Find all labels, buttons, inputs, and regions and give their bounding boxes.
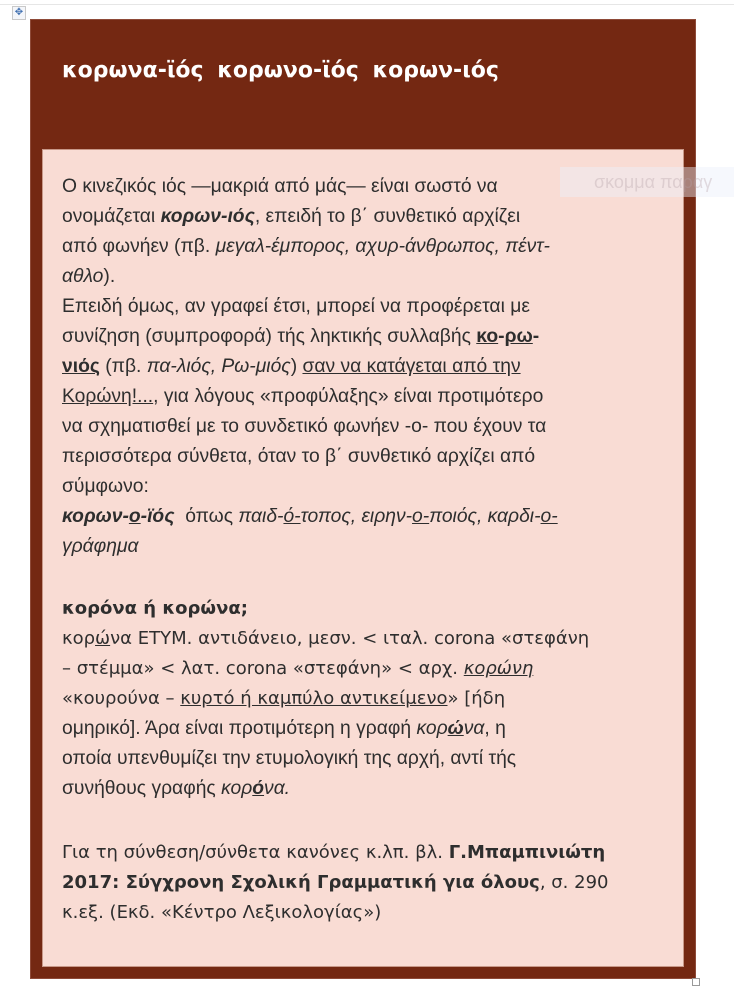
author-name: Γ.Μπαμπινιώτη [448, 842, 606, 863]
paragraph-line [62, 172, 672, 202]
example-words: ποιός, καρδι- [429, 506, 541, 527]
example-words: μεγαλ-έμπορος, αχυρ-άνθρωπος, πέντ- [215, 236, 550, 257]
text-span: - [498, 326, 505, 347]
paragraph-line [62, 382, 672, 412]
text-span: από φωνήεν (πβ. [62, 236, 216, 257]
text-span: περισσότερα σύνθετα, όταν το β΄ συνθετικό αρχίζει από [62, 446, 536, 467]
paragraph-line [62, 352, 672, 382]
text-span: , για λόγους «προφύλαξης» είναι προτιμότερο [153, 386, 544, 407]
paragraph-line [62, 714, 672, 744]
accent-letter: ώ [447, 718, 464, 739]
paragraph-line [62, 654, 672, 684]
book-title: 2017: Σύγχρονη Σχολική Γραμματική για όλους [62, 872, 540, 893]
paragraph-line [62, 744, 672, 774]
paragraph-line [62, 202, 672, 232]
text-span: να σχηματισθεί με το συνδετικό φωνήεν -ο- που έχουν τα [62, 416, 547, 437]
syllable: κο [476, 326, 499, 347]
paragraph-line [62, 232, 672, 262]
text-span: κορ [416, 718, 448, 739]
example-words: πα-λιός, Ρω-μιός [146, 356, 291, 377]
page-top-border [0, 4, 734, 5]
paragraph-line [62, 322, 672, 352]
text-span: ομηρικό]. Άρα είναι προτιμότερη η γραφή [62, 718, 417, 739]
text-span: κορ [62, 628, 96, 649]
text-span: - [532, 326, 540, 347]
text-span: , επειδή το β΄ συνθετικό αρχίζει [254, 206, 521, 227]
text-span: «κουρούνα – [62, 688, 181, 709]
underlined-phrase: σαν να κατάγεται από την [302, 356, 521, 377]
spacer [62, 804, 672, 838]
example-vowel: ο- [540, 506, 558, 527]
document-title: κορωνα-ϊός κορωνο-ϊός κορων-ιός [62, 58, 499, 83]
underlined-phrase: κυρτό ή καμπύλο αντικείμενο [180, 688, 448, 709]
accent-letter: ώ [95, 628, 111, 649]
example-words: τοπος, ειρην- [300, 506, 413, 527]
text-span: σύμφωνο: [62, 476, 149, 497]
example-vowel: ό- [283, 506, 301, 527]
example-vowel: ο- [412, 506, 430, 527]
syllable: ρω [504, 326, 533, 347]
text-span: κ.εξ. (Εκδ. «Κέντρο Λεξικολογίας») [62, 902, 382, 923]
resize-handle[interactable] [692, 978, 700, 986]
example-words: παιδ- [238, 506, 284, 527]
spacer [62, 562, 672, 594]
text-span: Επειδή όμως, αν γραφεί έτσι, μπορεί να προφέρεται με [62, 296, 530, 317]
reference-line [62, 838, 672, 868]
example-line [62, 502, 672, 532]
term-korwn-ios: κορων-ιός [160, 206, 255, 227]
text-span: όπως [174, 506, 239, 527]
section-heading: κορόνα ή κορώνα; [62, 598, 248, 619]
paragraph-line [62, 412, 672, 442]
paragraph-line [62, 624, 672, 654]
ghost-tooltip: σκομμα παραγ [560, 167, 734, 197]
text-span: ). [103, 266, 116, 287]
text-span: συνήθους γραφής [62, 778, 222, 799]
text-span: να ΕΤΥΜ. αντιδάνειο, μεσν. < ιταλ. corona «στεφάνη [110, 628, 590, 649]
reference-line [62, 898, 672, 928]
paragraph-line [62, 684, 672, 714]
text-span: (πβ. [99, 356, 147, 377]
paragraph-line [62, 442, 672, 472]
underlined-phrase: Κορώνη!... [62, 386, 154, 407]
example-words: γράφημα [62, 536, 139, 557]
text-span: , σ. 290 [539, 872, 609, 893]
paragraph-line [62, 262, 672, 292]
term-vowel: ο [128, 506, 141, 527]
text-span: να. [264, 778, 291, 799]
example-line [62, 532, 672, 562]
term: -ϊός [140, 506, 175, 527]
text-span: , η [484, 718, 506, 739]
text-span: ) [290, 356, 303, 377]
text-span: κορ [221, 778, 253, 799]
text-span: συνίζηση (συμπροφορά) τής ληκτικής συλλαβής [62, 326, 477, 347]
text-span: ονομάζεται [62, 206, 161, 227]
text-span: – στέμμα» < λατ. corona «στεφάνη» < αρχ. [62, 658, 464, 679]
example-words: αθλο [62, 266, 104, 287]
text-span: οποία υπενθυμίζει την ετυμολογική της αρχή, αντί τής [62, 748, 517, 769]
underlined-word: κορώνη [463, 658, 534, 679]
syllable: νιός [62, 356, 100, 377]
table-move-handle-icon[interactable]: ✥ [12, 6, 26, 20]
text-span: » [ήδη [447, 688, 506, 709]
reference-line [62, 868, 672, 898]
text-span: να [463, 718, 485, 739]
paragraph-line [62, 472, 672, 502]
paragraph-line [62, 774, 672, 804]
text-span: Ο κινεζικός ιός —μακριά από μάς— είναι σωστό να [62, 176, 498, 197]
body-text [62, 172, 672, 928]
paragraph-line [62, 292, 672, 322]
term: κορων- [62, 506, 129, 527]
accent-letter: ό [252, 778, 265, 799]
text-span: Για τη σύνθεση/σύνθετα κανόνες κ.λπ. βλ. [62, 842, 449, 863]
